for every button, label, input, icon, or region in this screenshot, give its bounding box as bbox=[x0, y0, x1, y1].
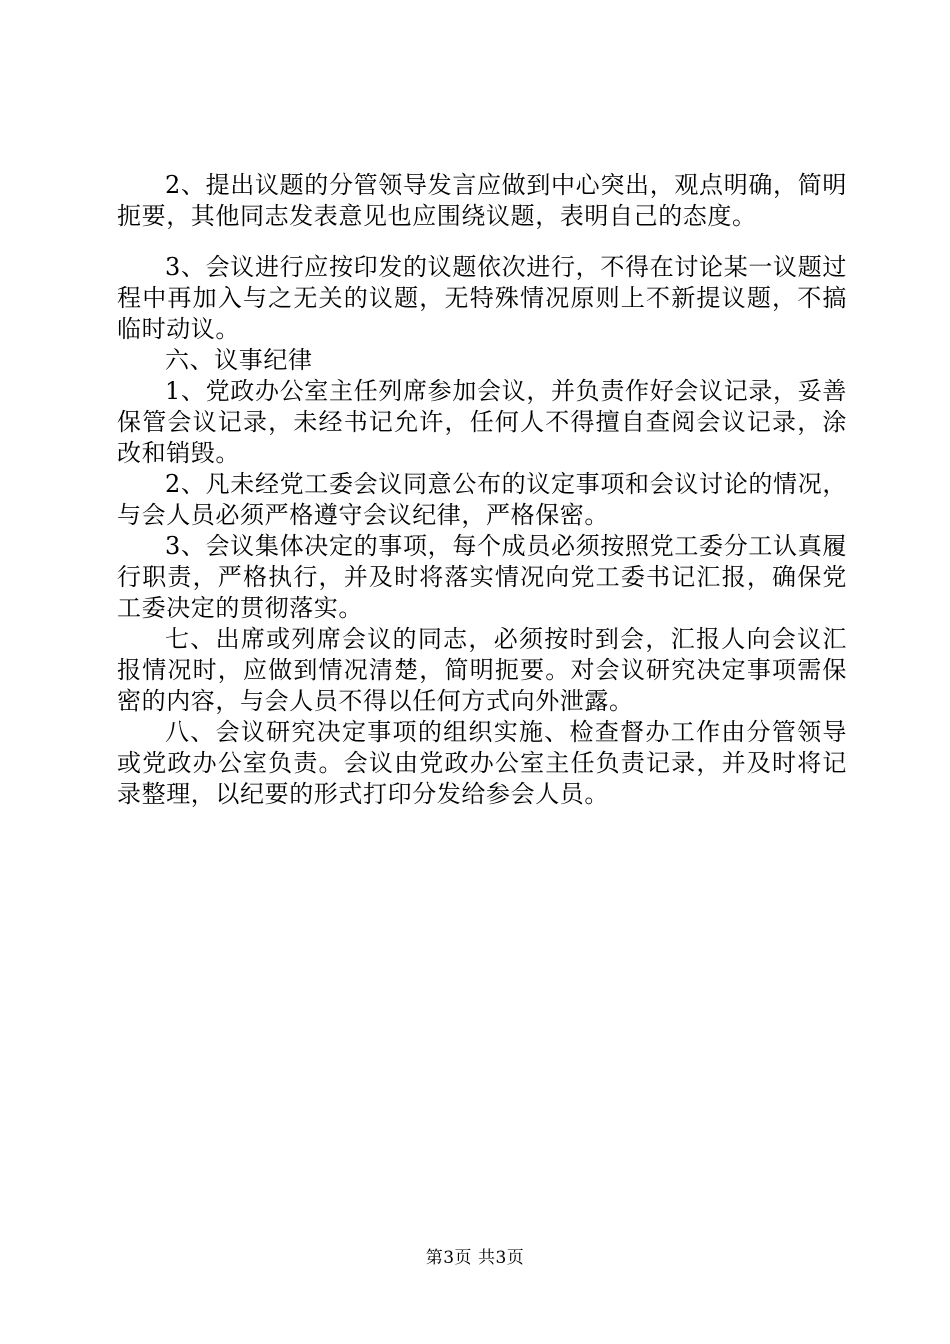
paragraph-item-3: 3、会议进行应按印发的议题依次进行，不得在讨论某一议题过程中再加入与之无关的议题，无特殊情况原则上不新提议题，不搞临时动议。 bbox=[117, 253, 847, 343]
section-heading-discipline: 六、议事纪律 bbox=[165, 346, 313, 374]
document-body bbox=[117, 170, 847, 810]
page-number-footer: 第3页 共3页 bbox=[425, 1248, 525, 1268]
paragraph-section-8: 八、会议研究决定事项的组织实施、检查督办工作由分管领导或党政办公室负责。会议由党政办公室主任负责记录，并及时将记录整理，以纪要的形式打印分发给参会人员。 bbox=[117, 718, 847, 808]
paragraph-discipline-2: 2、凡未经党工委会议同意公布的议定事项和会议讨论的情况，与会人员必须严格遵守会议纪律，严格保密。 bbox=[117, 470, 847, 529]
paragraph-section-7: 七、出席或列席会议的同志，必须按时到会，汇报人向会议汇报情况时，应做到情况清楚，简明扼要。对会议研究决定事项需保密的内容，与会人员不得以任何方式向外泄露。 bbox=[117, 625, 847, 715]
paragraph-discipline-1: 1、党政办公室主任列席参加会议，并负责作好会议记录，妥善保管会议记录，未经书记允许，任何人不得擅自查阅会议记录，涂改和销毁。 bbox=[117, 377, 847, 467]
paragraph-discipline-3: 3、会议集体决定的事项，每个成员必须按照党工委分工认真履行职责，严格执行，并及时将落实情况向党工委书记汇报，确保党工委决定的贯彻落实。 bbox=[117, 532, 847, 622]
paragraph-item-2: 2、提出议题的分管领导发言应做到中心突出，观点明确，简明扼要，其他同志发表意见也应围绕议题，表明自己的态度。 bbox=[117, 171, 847, 230]
paragraph-spacer bbox=[117, 232, 847, 252]
